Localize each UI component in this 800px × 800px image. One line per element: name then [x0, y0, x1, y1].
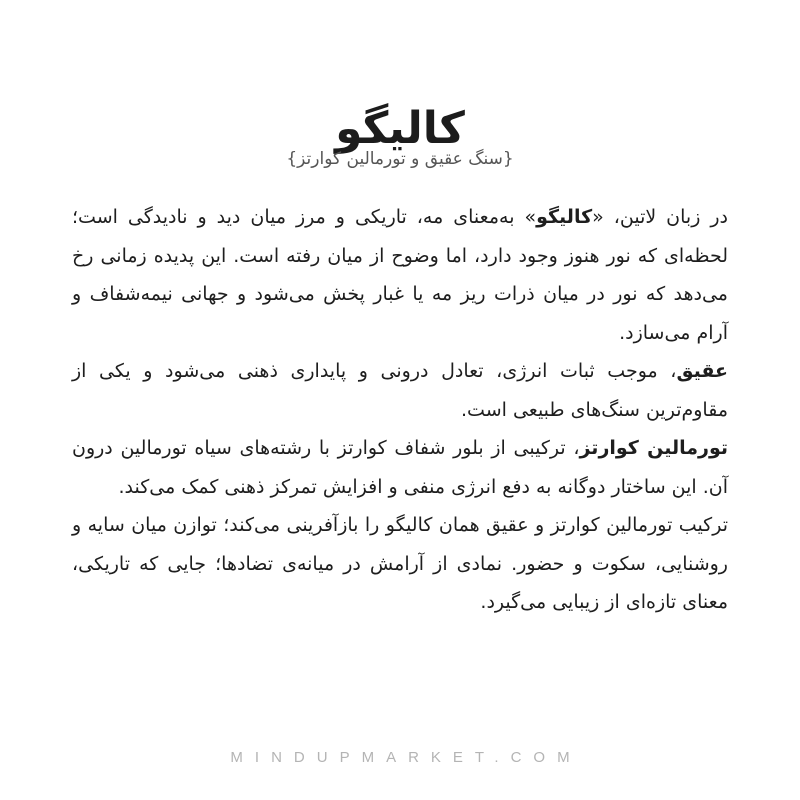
paragraph-agate: [72, 352, 728, 429]
paragraph-text: ، موجب ثبات انرژی، تعادل درونی و پایداری ذهنی می‌شود و یکی از مقاوم‌ترین سنگ‌های طبیعی است.: [72, 360, 728, 421]
page-subtitle: {سنگ عقیق و تورمالین کوارتز}: [286, 149, 514, 169]
paragraph-text: ترکیب تورمالین کوارتز و عقیق همان کالیگو را بازآفرینی می‌کند؛ توازن میان سایه و روشنایی، سکوت و حضور. نمادی از آرامش در میانه‌ی تضادها؛ جایی که تاریکی، معنای تازه‌ای از زیبایی می‌گیرد.: [72, 514, 728, 613]
paragraph-text: ، ترکیبی از بلور شفاف کوارتز با رشته‌های سیاه تورمالین درون آن. این ساختار دوگانه به دفع انرژی منفی و افزایش تمرکز ذهنی کمک می‌کند.: [72, 437, 728, 498]
description-body: [72, 198, 728, 622]
bold-term-agate: عقیق: [676, 360, 728, 382]
bold-term-tourmaline-quartz: تورمالین کوارتز: [579, 437, 728, 459]
bold-term-caligo: کالیگو: [536, 206, 593, 228]
paragraph-text: » به‌معنای مه، تاریکی و مرز میان دید و نادیدگی است؛ لحظه‌ای که نور هنوز وجود دارد، اما وضوح از میان رفته است. این پدیده زمانی رخ می‌دهد که نور در میان ذرات ریز مه یا غبار پخش می‌شود و جهانی نیمه‌شفاف و آرام می‌سازد.: [72, 206, 728, 344]
website-footer: MINDUPMARKET.COM: [230, 749, 582, 766]
paragraph-combination: [72, 506, 728, 622]
page-title: کالیگو: [335, 103, 465, 155]
paragraph-text: در زبان لاتین، «: [592, 206, 728, 228]
paragraph-caligo: [72, 198, 728, 352]
paragraph-tourmaline-quartz: [72, 429, 728, 506]
